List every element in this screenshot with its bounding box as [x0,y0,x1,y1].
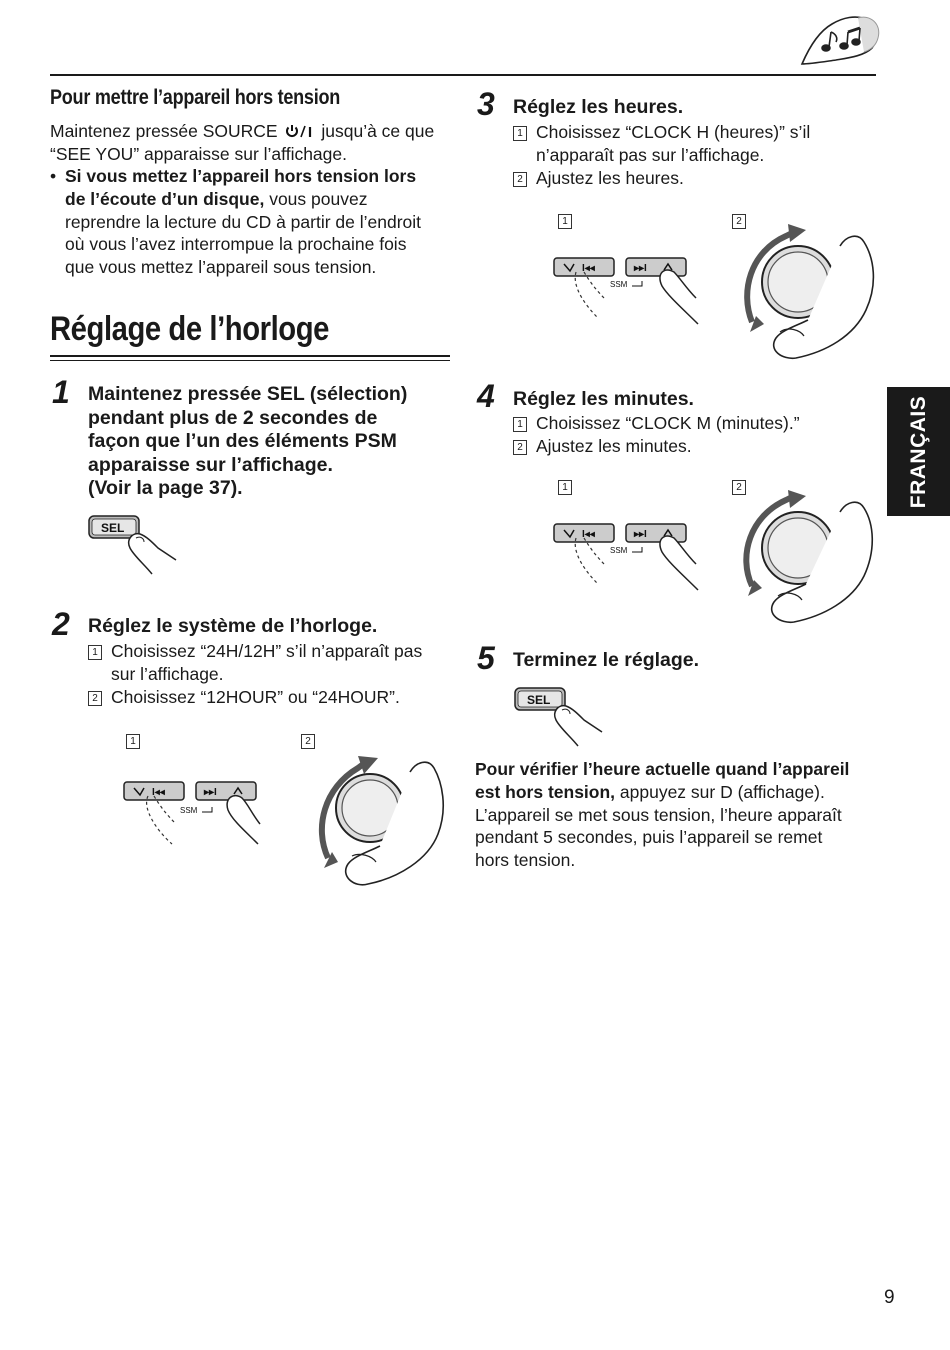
page-number: 9 [884,1287,895,1308]
figure-label-1: 1 [558,214,572,229]
ssm-label: SSM [180,806,198,815]
step-3-substeps: 1 Choisissez “CLOCK H (heures)” s’il n’apparaît pas sur l’affichage. 2 Ajustez les heures. [513,121,873,189]
figure-label-1: 1 [126,734,140,749]
header-rule [50,74,876,76]
step-1-text: Maintenez pressée SEL (sélection) pendant plus de 2 secondes de façon que l’un des éléments PSM apparaisse sur l’affichage. (Voir la page 37). [88,383,408,499]
off-section-title: Pour mettre l’appareil hors tension [50,86,341,109]
substep-1-box: 1 [513,126,527,141]
svg-text:I◂◂: I◂◂ [582,263,595,274]
figure-label-1: 1 [558,480,572,495]
bullet-dot: • [50,166,57,186]
title-rule-thin [50,360,450,361]
step4-knob-illustration [740,490,880,630]
figure-label-2: 2 [301,734,315,749]
substep-2-box: 2 [513,172,527,187]
step-5-title: Terminez le réglage. [513,649,700,671]
sel-button-illustration [512,684,612,754]
power-standby-icon [284,124,314,138]
svg-text:▸▸I: ▸▸I [634,529,647,540]
page-title: Réglage de l’horloge [50,310,329,348]
substep-2-box: 2 [513,440,527,455]
step2-buttons-illustration [120,774,270,850]
step3-buttons-illustration [550,250,700,326]
off-section-paragraph: Maintenez pressée SOURCE jusqu’à ce que “SEE YOU” apparaisse sur l’affichage. [50,121,435,164]
step-4-number: 4 [477,378,495,414]
step-3-title: Réglez les heures. [513,96,684,118]
svg-text:I◂◂: I◂◂ [152,787,165,798]
step-2-substeps: 1 Choisissez “24H/12H” s’il n’apparaît pas sur l’affichage. 2 Choisissez “12HOUR” ou “24HOUR”. [88,640,448,708]
off-section-bullet: • Si vous mettez l’appareil hors tension lors de l’écoute d’un disque, vous pouvez reprendre la lecture du CD à partir de l’endroit où vous l’avez interrompue la prochaine fois que vous mettez l’appareil sous tension. [50,166,422,278]
sel-label: SEL [101,521,125,535]
substep-1-box: 1 [513,417,527,432]
language-tab-label: FRANÇAIS [906,395,930,508]
music-notes-logo-icon [798,10,882,68]
clock-check-note: Pour vérifier l’heure actuelle quand l’appareil est hors tension, appuyez sur D (affichage). L’appareil se met sous tension, l’heure apparaît pendant 5 secondes, puis l’appareil se remet hors tension. [475,759,850,871]
sel-label: SEL [527,693,551,707]
step-5-number: 5 [477,640,495,676]
ssm-label: SSM [610,546,628,555]
substep-2-box: 2 [88,691,102,706]
substep-1-box: 1 [88,645,102,660]
svg-text:I◂◂: I◂◂ [582,529,595,540]
step-2-number: 2 [52,606,70,642]
figure-label-2: 2 [732,214,746,229]
step-4-title: Réglez les minutes. [513,388,694,410]
step3-knob-illustration [742,222,882,362]
step-3-number: 3 [477,86,495,122]
ssm-label: SSM [610,280,628,289]
figure-label-2: 2 [732,480,746,495]
svg-text:▸▸I: ▸▸I [204,787,217,798]
step-2-title: Réglez le système de l’horloge. [88,615,378,637]
svg-text:▸▸I: ▸▸I [634,263,647,274]
step-1-number: 1 [52,374,70,410]
step4-buttons-illustration [550,516,700,592]
sel-button-illustration [86,512,186,582]
step2-knob-illustration [318,748,458,888]
step-4-substeps: 1 Choisissez “CLOCK M (minutes).” 2 Ajustez les minutes. [513,412,873,458]
title-rule [50,355,450,357]
